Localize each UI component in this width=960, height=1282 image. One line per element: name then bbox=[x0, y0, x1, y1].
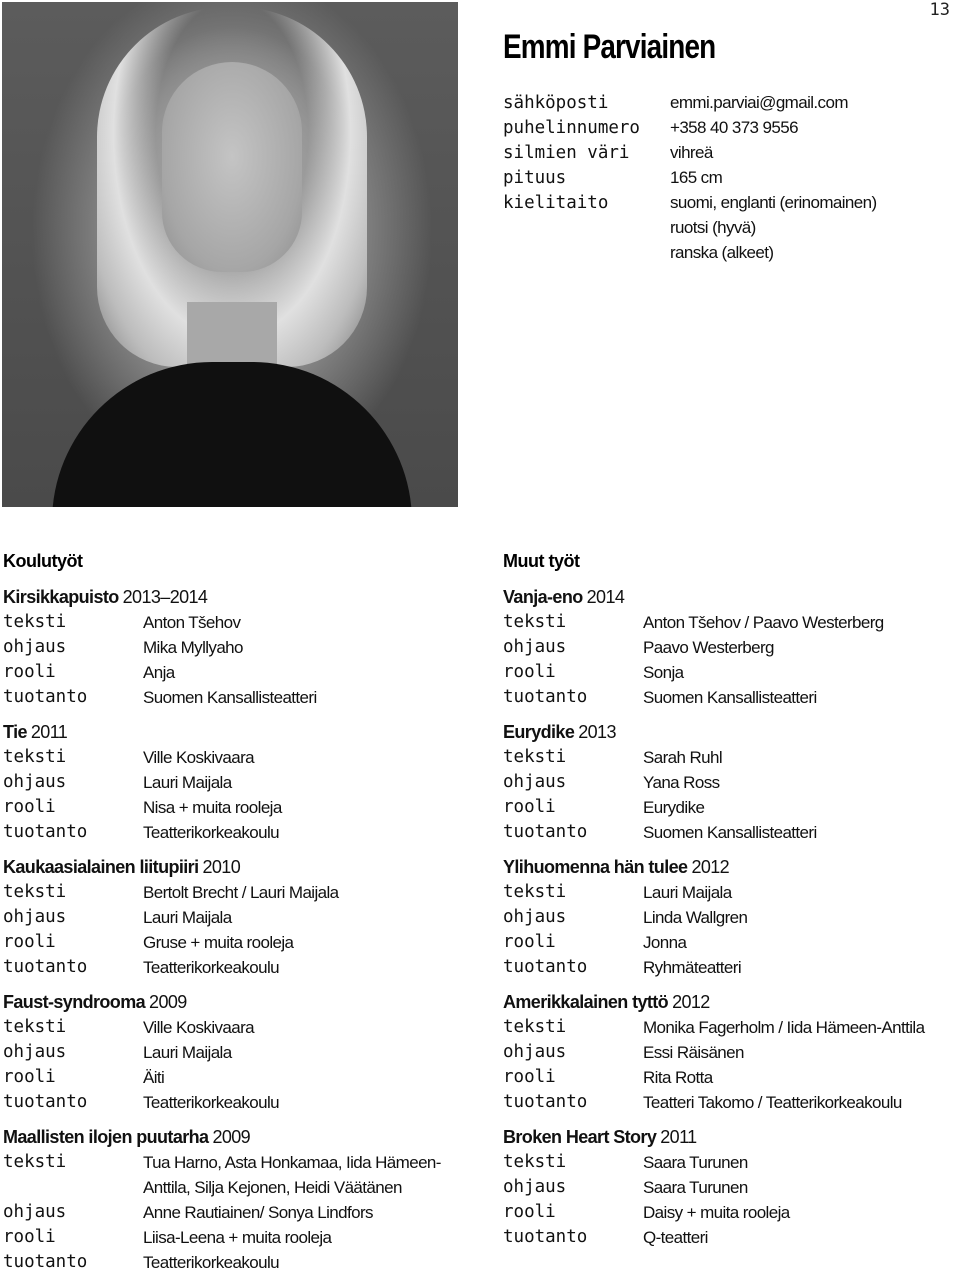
portrait-photo bbox=[2, 2, 458, 507]
project-title bbox=[503, 1125, 958, 1150]
project-title bbox=[503, 585, 958, 610]
credit-value: Suomen Kansallisteatteri bbox=[643, 688, 817, 707]
credit-label: tuotanto bbox=[503, 957, 588, 977]
credit-row bbox=[3, 660, 458, 685]
credit-label: rooli bbox=[3, 1067, 56, 1087]
credit-row bbox=[503, 880, 958, 905]
project-title bbox=[3, 855, 458, 880]
project-name: Broken Heart Story bbox=[503, 1127, 657, 1147]
credit-value: Teatterikorkeakoulu bbox=[143, 958, 280, 977]
credit-label: ohjaus bbox=[503, 1177, 567, 1197]
project-name: Kaukaasialainen liitupiiri bbox=[3, 857, 199, 877]
credit-row bbox=[503, 685, 958, 710]
credit-row bbox=[503, 1150, 958, 1175]
credit-label: rooli bbox=[503, 662, 556, 682]
project-title bbox=[503, 855, 958, 880]
credit-row bbox=[3, 905, 458, 930]
project-year: 2012 bbox=[691, 857, 730, 877]
credit-value: Teatterikorkeakoulu bbox=[143, 823, 280, 842]
project-year: 2011 bbox=[660, 1127, 697, 1147]
project-entry bbox=[503, 855, 958, 980]
credit-row bbox=[503, 770, 958, 795]
contact-value-language: ranska (alkeet) bbox=[670, 242, 774, 262]
credit-row bbox=[503, 610, 958, 635]
project-name: Kirsikkapuisto bbox=[3, 587, 119, 607]
credit-value: Liisa-Leena + muita rooleja bbox=[143, 1228, 332, 1247]
credit-label: ohjaus bbox=[503, 637, 567, 657]
credit-label: tuotanto bbox=[3, 687, 88, 707]
credit-value: Q-teatteri bbox=[643, 1228, 708, 1247]
credit-label: rooli bbox=[3, 1227, 56, 1247]
credit-value: Saara Turunen bbox=[643, 1178, 748, 1197]
credit-row bbox=[3, 955, 458, 980]
project-year: 2013–2014 bbox=[122, 587, 208, 607]
project-entry bbox=[3, 1125, 458, 1275]
credit-label: rooli bbox=[503, 1067, 556, 1087]
credit-label: tuotanto bbox=[503, 822, 588, 842]
credit-row bbox=[503, 1040, 958, 1065]
contact-row bbox=[503, 115, 877, 140]
credit-row bbox=[503, 1065, 958, 1090]
contact-row bbox=[503, 90, 877, 115]
project-year: 2011 bbox=[30, 722, 68, 742]
credit-label: rooli bbox=[503, 932, 556, 952]
credit-value: Suomen Kansallisteatteri bbox=[643, 823, 817, 842]
credit-row bbox=[3, 880, 458, 905]
credit-value: Jonna bbox=[643, 933, 687, 952]
credit-row bbox=[3, 1250, 458, 1275]
credit-row bbox=[3, 1200, 458, 1225]
credit-value: Äiti bbox=[143, 1068, 165, 1087]
credit-label bbox=[3, 1175, 143, 1200]
project-year: 2013 bbox=[578, 722, 616, 742]
credit-row bbox=[503, 1175, 958, 1200]
credit-row bbox=[503, 955, 958, 980]
credit-label: teksti bbox=[3, 1152, 67, 1172]
project-entry bbox=[503, 585, 958, 710]
credit-label: ohjaus bbox=[503, 772, 567, 792]
project-name: Vanja-eno bbox=[503, 587, 583, 607]
credit-value: Anja bbox=[143, 663, 175, 682]
project-entry bbox=[3, 585, 458, 710]
credit-label: ohjaus bbox=[3, 907, 67, 927]
contact-row bbox=[503, 165, 877, 190]
credit-label: teksti bbox=[3, 747, 67, 767]
project-title bbox=[3, 1125, 458, 1150]
contact-label: sähköposti bbox=[503, 92, 609, 113]
contact-label: pituus bbox=[503, 167, 567, 188]
other-works-column bbox=[503, 548, 958, 1250]
project-name: Faust-syndrooma bbox=[3, 992, 146, 1012]
project-year: 2009 bbox=[149, 992, 187, 1012]
credit-row bbox=[503, 1015, 958, 1040]
credit-label: tuotanto bbox=[3, 822, 88, 842]
credit-label: tuotanto bbox=[503, 1092, 588, 1112]
credit-value: Gruse + muita rooleja bbox=[143, 933, 294, 952]
credit-value: Ville Koskivaara bbox=[143, 1018, 255, 1037]
credit-row bbox=[503, 660, 958, 685]
project-title bbox=[503, 990, 958, 1015]
project-name: Eurydike bbox=[503, 722, 575, 742]
portrait-face bbox=[162, 62, 302, 272]
credit-value: Nisa + muita rooleja bbox=[143, 798, 282, 817]
credit-label: tuotanto bbox=[503, 687, 588, 707]
credit-value: Essi Räisänen bbox=[643, 1043, 744, 1062]
credit-row bbox=[503, 745, 958, 770]
credit-value: Suomen Kansallisteatteri bbox=[143, 688, 317, 707]
contact-label: silmien väri bbox=[503, 142, 630, 163]
credit-label: tuotanto bbox=[3, 957, 88, 977]
credit-value: Linda Wallgren bbox=[643, 908, 748, 927]
project-title bbox=[3, 585, 458, 610]
credit-row bbox=[503, 795, 958, 820]
credit-value: Anton Tšehov bbox=[143, 613, 241, 632]
school-works-column bbox=[3, 548, 458, 1275]
column-heading: Muut työt bbox=[503, 551, 580, 571]
credit-row bbox=[3, 820, 458, 845]
portrait-shirt bbox=[52, 362, 412, 507]
project-name: Maallisten ilojen puutarha bbox=[3, 1127, 209, 1147]
column-heading: Koulutyöt bbox=[3, 551, 83, 571]
credit-row bbox=[3, 685, 458, 710]
page-number: 13 bbox=[929, 0, 950, 20]
contact-row bbox=[503, 240, 877, 265]
credit-value: Tua Harno, Asta Honkamaa, Iida Hämeen- bbox=[143, 1153, 441, 1172]
project-entry bbox=[503, 720, 958, 845]
credit-value: Ryhmäteatteri bbox=[643, 958, 742, 977]
contact-info bbox=[503, 90, 877, 265]
project-entry bbox=[3, 855, 458, 980]
credit-label: tuotanto bbox=[503, 1227, 588, 1247]
contact-value-phone: +358 40 373 9556 bbox=[670, 117, 798, 137]
credit-row bbox=[3, 1150, 458, 1175]
credit-label: rooli bbox=[503, 1202, 556, 1222]
credit-value: Daisy + muita rooleja bbox=[643, 1203, 790, 1222]
credit-label: tuotanto bbox=[3, 1252, 88, 1272]
contact-value-eye-color: vihreä bbox=[670, 142, 713, 162]
credit-label: teksti bbox=[503, 747, 567, 767]
credit-value: Lauri Maijala bbox=[143, 1043, 232, 1062]
project-entry bbox=[503, 1125, 958, 1250]
credit-row bbox=[3, 795, 458, 820]
project-entry bbox=[3, 990, 458, 1115]
credit-value: Teatterikorkeakoulu bbox=[143, 1093, 280, 1112]
project-name: Ylihuomenna hän tulee bbox=[503, 857, 688, 877]
credit-label: rooli bbox=[503, 797, 556, 817]
credit-label: rooli bbox=[3, 932, 56, 952]
credit-value: Anttila, Silja Kejonen, Heidi Väätänen bbox=[143, 1178, 402, 1197]
project-year: 2014 bbox=[586, 587, 625, 607]
credit-row bbox=[3, 1175, 458, 1200]
credit-value: Lauri Maijala bbox=[143, 773, 232, 792]
credit-label: teksti bbox=[503, 1152, 567, 1172]
credit-label: teksti bbox=[503, 882, 567, 902]
credit-value: Yana Ross bbox=[643, 773, 720, 792]
credit-row bbox=[3, 1225, 458, 1250]
credit-label: teksti bbox=[3, 1017, 67, 1037]
credit-row bbox=[3, 610, 458, 635]
credit-value: Lauri Maijala bbox=[643, 883, 732, 902]
credit-label: rooli bbox=[3, 662, 56, 682]
contact-label: kielitaito bbox=[503, 192, 609, 213]
credit-value: Paavo Westerberg bbox=[643, 638, 774, 657]
credit-row bbox=[503, 820, 958, 845]
credit-label: ohjaus bbox=[503, 1042, 567, 1062]
credit-row bbox=[3, 635, 458, 660]
credit-row bbox=[503, 635, 958, 660]
credit-label: tuotanto bbox=[3, 1092, 88, 1112]
contact-value-language: suomi, englanti (erinomainen) bbox=[670, 192, 877, 212]
contact-label: puhelinnumero bbox=[503, 117, 640, 138]
project-title bbox=[3, 720, 458, 745]
contact-value-language: ruotsi (hyvä) bbox=[670, 217, 756, 237]
project-year: 2009 bbox=[212, 1127, 251, 1147]
credit-value: Monika Fagerholm / Iida Hämeen-Anttila bbox=[643, 1018, 925, 1037]
credit-row bbox=[3, 770, 458, 795]
person-name: Emmi Parviainen bbox=[503, 28, 716, 66]
project-title bbox=[503, 720, 958, 745]
credit-label: ohjaus bbox=[3, 772, 67, 792]
credit-value: Sarah Ruhl bbox=[643, 748, 723, 767]
credit-value: Rita Rotta bbox=[643, 1068, 713, 1087]
credit-value: Teatterikorkeakoulu bbox=[143, 1253, 280, 1272]
credit-value: Mika Myllyaho bbox=[143, 638, 243, 657]
credit-label: ohjaus bbox=[503, 907, 567, 927]
credit-label: teksti bbox=[3, 882, 67, 902]
contact-row bbox=[503, 140, 877, 165]
credit-row bbox=[503, 905, 958, 930]
contact-value-height: 165 cm bbox=[670, 167, 723, 187]
credit-label: ohjaus bbox=[3, 637, 67, 657]
credit-label: teksti bbox=[503, 1017, 567, 1037]
credit-value: Eurydike bbox=[643, 798, 705, 817]
credit-value: Teatteri Takomo / Teatterikorkeakoulu bbox=[643, 1093, 902, 1112]
credit-label: ohjaus bbox=[3, 1042, 67, 1062]
project-name: Tie bbox=[3, 722, 27, 742]
project-title bbox=[3, 990, 458, 1015]
project-year: 2012 bbox=[672, 992, 710, 1012]
credit-label: teksti bbox=[3, 612, 67, 632]
credit-value: Sonja bbox=[643, 663, 684, 682]
credit-value: Ville Koskivaara bbox=[143, 748, 255, 767]
credit-value: Anton Tšehov / Paavo Westerberg bbox=[643, 613, 884, 632]
project-name: Amerikkalainen tyttö bbox=[503, 992, 669, 1012]
credit-label: teksti bbox=[503, 612, 567, 632]
contact-value-email: emmi.parviai@gmail.com bbox=[670, 92, 848, 112]
credit-row bbox=[3, 745, 458, 770]
credit-value: Lauri Maijala bbox=[143, 908, 232, 927]
project-entry bbox=[3, 720, 458, 845]
contact-row bbox=[503, 215, 877, 240]
project-year: 2010 bbox=[202, 857, 241, 877]
project-entry bbox=[503, 990, 958, 1115]
credit-row bbox=[3, 1065, 458, 1090]
credit-row bbox=[3, 1090, 458, 1115]
credit-value: Anne Rautiainen/ Sonya Lindfors bbox=[143, 1203, 373, 1222]
credit-row bbox=[503, 1225, 958, 1250]
credit-row bbox=[3, 1015, 458, 1040]
credit-row bbox=[503, 930, 958, 955]
credit-row bbox=[503, 1200, 958, 1225]
credit-label: ohjaus bbox=[3, 1202, 67, 1222]
credit-row bbox=[503, 1090, 958, 1115]
contact-row bbox=[503, 190, 877, 215]
credit-value: Bertolt Brecht / Lauri Maijala bbox=[143, 883, 339, 902]
credit-row bbox=[3, 1040, 458, 1065]
credit-label: rooli bbox=[3, 797, 56, 817]
credit-row bbox=[3, 930, 458, 955]
credit-value: Saara Turunen bbox=[643, 1153, 748, 1172]
